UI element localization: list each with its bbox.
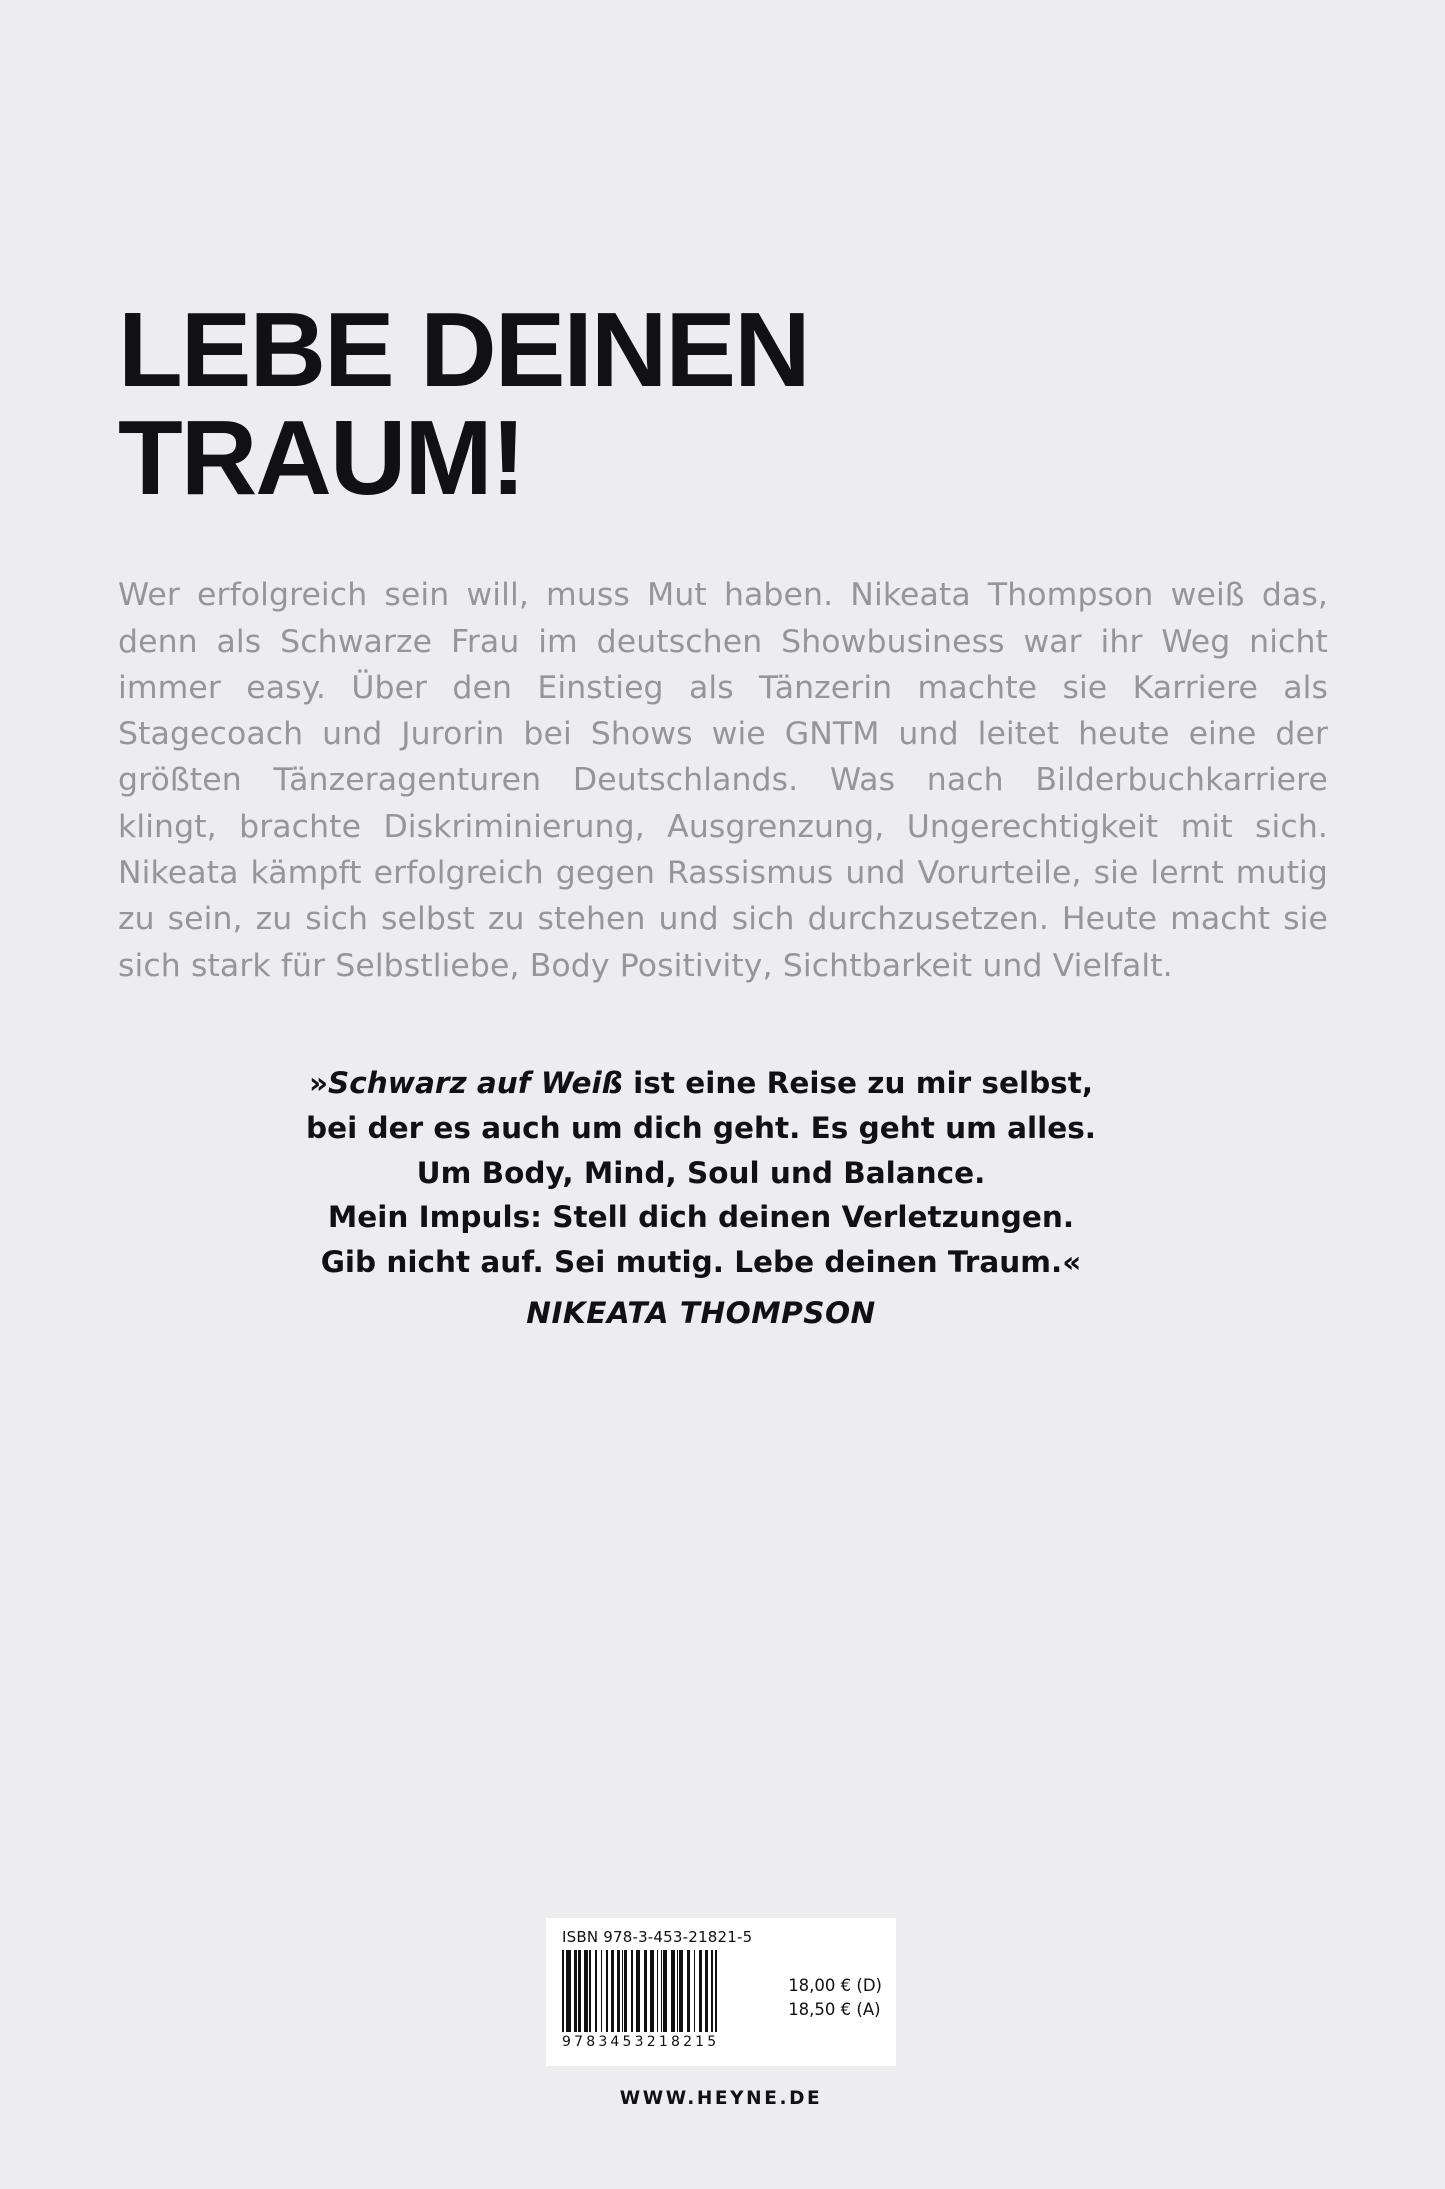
pull-quote — [118, 1061, 1328, 1336]
quote-book-title: Schwarz auf Weiß — [328, 1065, 623, 1100]
quote-line-1 — [126, 1061, 1276, 1106]
quote-line-1-rest: ist eine Reise zu mir selbst, — [622, 1065, 1094, 1100]
headline-line-2: TRAUM! — [118, 399, 524, 518]
price-block — [788, 1974, 882, 2022]
page-title — [118, 291, 1328, 518]
quote-author: NIKEATA THOMPSON — [526, 1296, 876, 1331]
barcode-digits: 9783453218215 — [562, 2034, 720, 2050]
barcode-bars — [562, 1950, 794, 2032]
isbn-label: ISBN 978-3-453-21821-5 — [562, 1928, 753, 1946]
quote-line-3: Um Body, Mind, Soul und Balance. — [416, 1155, 986, 1190]
barcode-box — [546, 1918, 896, 2066]
quote-open-mark: » — [308, 1065, 328, 1100]
price-austria: 18,50 € (A) — [788, 1999, 881, 2019]
cover-content — [118, 291, 1328, 1336]
quote-line-5: Gib nicht auf. Sei mutig. Lebe deinen Traum.« — [320, 1245, 1082, 1280]
barcode-zone — [546, 1918, 896, 2109]
quote-line-4: Mein Impuls: Stell dich deinen Verletzungen. — [327, 1200, 1075, 1235]
price-germany: 18,00 € (D) — [788, 1976, 882, 1995]
quote-line-2: bei der es auch um dich geht. Es geht um alles. — [305, 1110, 1097, 1145]
headline-line-1: LEBE DEINEN — [118, 291, 809, 409]
publisher-website: WWW.HEYNE.DE — [619, 2088, 823, 2109]
blurb-text: Wer erfolgreich sein will, muss Mut haben. Nikeata Thompson weiß das, denn als Schwarze Frau im deutschen Showbusiness war ihr Weg nicht immer easy. Über den Einstieg als Tänzerin machte sie Karriere als Stagecoach und Jurorin bei Shows wie GNTM und leitet heute eine der größten Tänzeragenturen Deutschlands. Was nach Bilderbuchkarriere klingt, brachte Diskriminierung, Ausgrenzung, Ungerechtigkeit mit sich. Nikeata kämpft erfolgreich gegen Rassismus und Vorurteile, sie lernt mutig zu sein, zu sich selbst zu stehen und sich durchzusetzen. Heute macht sie sich stark für Selbstliebe, Body Positivity, Sichtbarkeit und Vielfalt. — [118, 577, 1328, 984]
